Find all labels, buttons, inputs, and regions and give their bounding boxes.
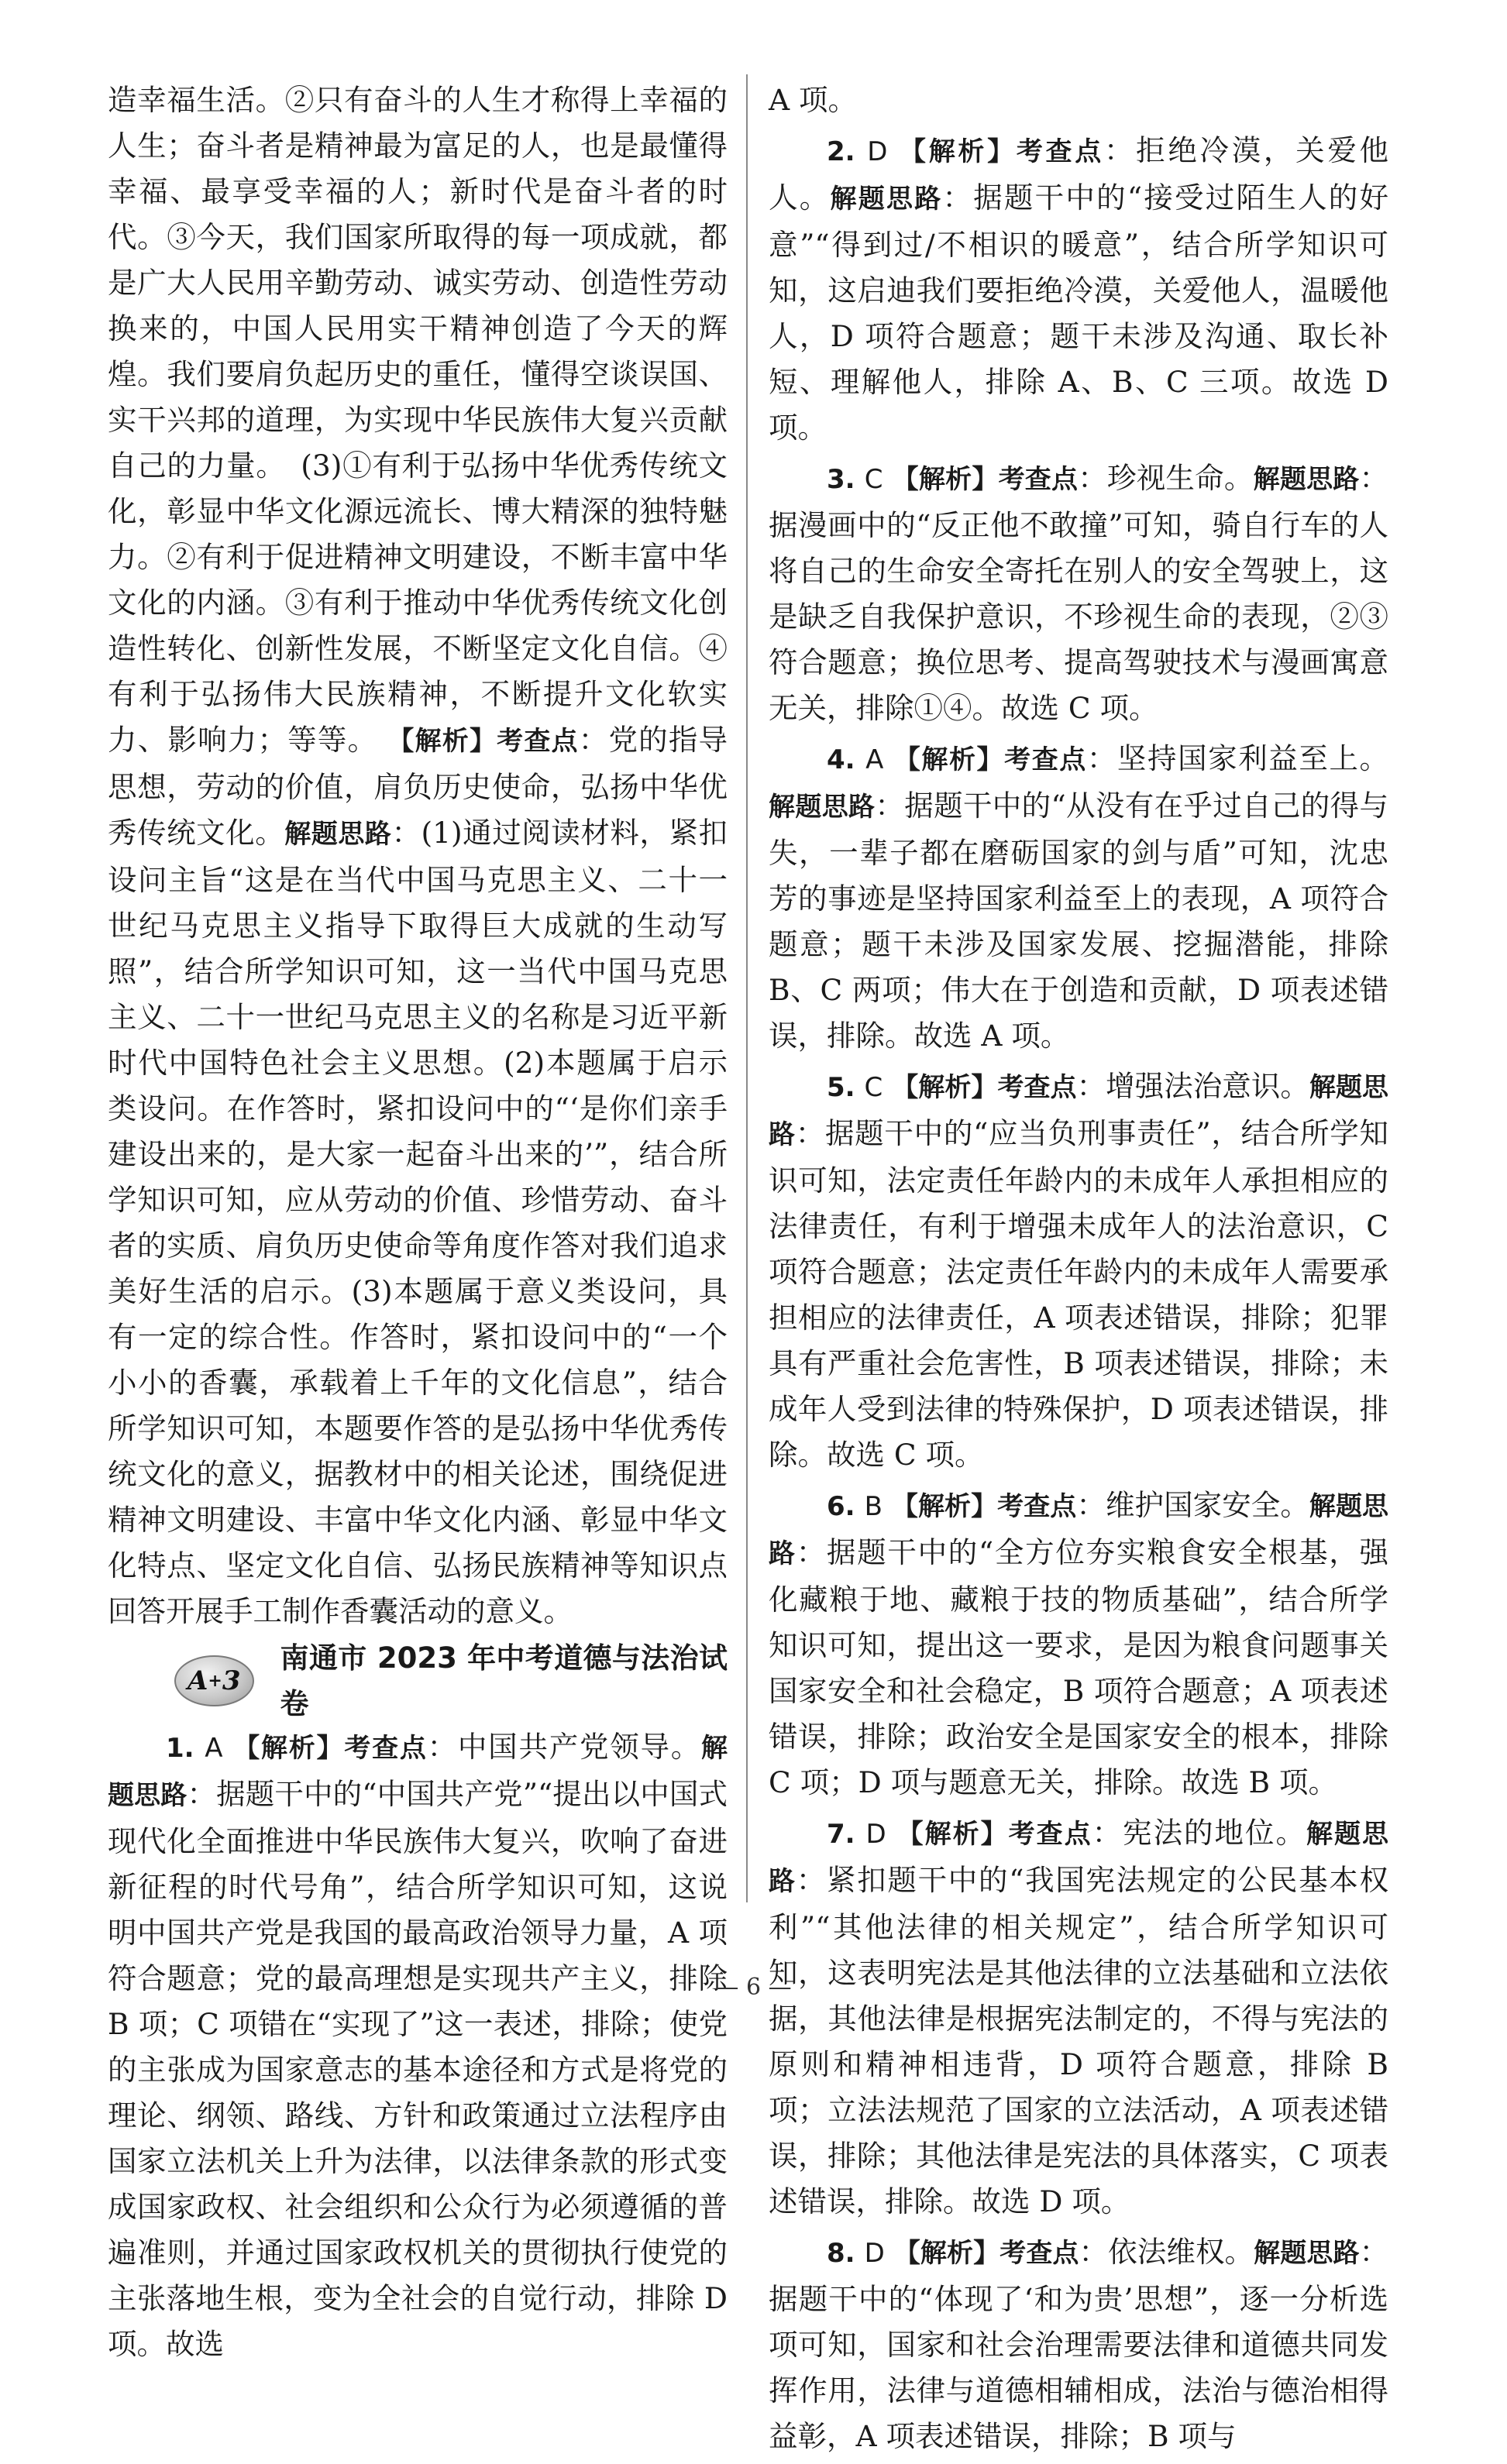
section-badge: A + 3 xyxy=(174,1655,254,1706)
question-explanation: 4. A 【解析】考查点：坚持国家利益至上。解题思路：据题干中的“从没有在乎过自己的得与失，一辈子都在磨砺国家的剑与盾”可知，沈忠芳的事迹是坚持国家利益至上的表现，A 项符合题意；题干未涉及国家发展、挖掘潜能，排除 B、C 两项；伟大在于创造和贡献，D 项表述错误，排除。故选 A 项。 xyxy=(769,741,1389,1053)
page-number: — 6 — xyxy=(715,1974,792,2001)
question-explanation: 3. C 【解析】考查点：珍视生命。解题思路：据漫画中的“反正他不敢撞”可知，骑自行车的人将自己的生命安全寄托在别人的安全驾驶上，这是缺乏自我保护意识，不珍视生命的表现，②③符合题意；换位思考、提高驾驶技术与漫画寓意无关，排除①④。故选 C 项。 xyxy=(769,461,1389,725)
question-explanation: 7. D 【解析】考查点：宪法的地位。解题思路：紧扣题干中的“我国宪法规定的公民基本权利”“其他法律的相关规定”，结合所学知识可知，这表明宪法是其他法律的立法基础和立法依据，其他法律是根据宪法制定的，不得与宪法的原则和精神相违背，D 项符合题意，排除 B 项；立法法规范了国家的立法活动，A 项表述错误，排除；其他法律是宪法的具体落实，C 项表述错误，排除。故选 D 项。 xyxy=(769,1816,1389,2218)
question-explanation: 2. D 【解析】考查点：拒绝冷漠，关爱他人。解题思路：据题干中的“接受过陌生人的好意”“得到过/不相识的暖意”，结合所学知识可知，这启迪我们要拒绝冷漠，关爱他人，温暖他人，D 项符合题意；题干未涉及沟通、取长补短、理解他人，排除 A、B、C 三项。故选 D 项。 xyxy=(769,133,1389,445)
left-column xyxy=(108,77,728,2372)
question-1-continued: A 项。 xyxy=(769,83,858,117)
explanation-list xyxy=(769,128,1388,2459)
question-explanation: 8. D 【解析】考查点：依法维权。解题思路：据题干中的“体现了‘和为贵’思想”，逐一分析选项可知，国家和社会治理需要法律和道德共同发挥作用，法律与道德相辅相成，法治与德治相得益彰，A 项表述错误，排除；B 项与 xyxy=(769,2235,1389,2453)
question-1-explanation: 1. A 【解析】考查点：中国共产党领导。解题思路：据题干中的“中国共产党”“提出以中国式现代化全面推进中华民族伟大复兴，吹响了奋进新征程的时代号角”，结合所学知识可知，这说明中国共产党是我国的最高政治领导力量，A 项符合题意；党的最高理想是实现共产主义，排除 B 项；C 项错在“实现了”这一表述，排除；使党的主张成为国家意志的基本途径和方式是将党的理论、纲领、路线、方针和政策通过立法程序由国家立法机关上升为法律，以法律条款的形式变成国家政权、社会组织和公众行为必须遵循的普遍准则，并通过国家政权机关的贯彻执行使党的主张落地生根，变为全社会的自觉行动，排除 D 项。故选 xyxy=(108,1730,728,2361)
question-explanation: 6. B 【解析】考查点：维护国家安全。解题思路：据题干中的“全方位夯实粮食安全根基，强化藏粮于地、藏粮于技的物质基础”，结合所学知识可知，提出这一要求，是因为粮食问题事关国家安全和社会稳定，B 项符合题意；A 项表述错误，排除；政治安全是国家安全的根本，排除 C 项；D 项与题意无关，排除。故选 B 项。 xyxy=(769,1488,1389,1799)
column-divider xyxy=(746,74,748,1902)
answer-paragraph-continued: 造幸福生活。②只有奋斗的人生才称得上幸福的人生；奋斗者是精神最为富足的人，也是最懂得幸福、最享受幸福的人；新时代是奋斗者的时代。③今天，我们国家所取得的每一项成就，都是广大人民用辛勤劳动、诚实劳动、创造性劳动换来的，中国人民用实干精神创造了今天的辉煌。我们要肩负起历史的重任，懂得空谈误国、实干兴邦的道理，为实现中华民族伟大复兴贡献自己的力量。 (3)①有利于弘扬中华优秀传统文化，彰显中华文化源远流长、博大精深的独特魅力。②有利于促进精神文明建设，不断丰富中华文化的内涵。③有利于推动中华优秀传统文化创造性转化、创新性发展，不断坚定文化自信。④有利于弘扬伟大民族精神，不断提升文化软实力、影响力；等等。 【解析】考查点：党的指导思想，劳动的价值，肩负历史使命，弘扬中华优秀传统文化。解题思路：(1)通过阅读材料，紧扣设问主旨“这是在当代中国马克思主义、二十一世纪马克思主义指导下取得巨大成就的生动写照”，结合所学知识可知，这一当代中国马克思主义、二十一世纪马克思主义的名称是习近平新时代中国特色社会主义思想。(2)本题属于启示类设问。在作答时，紧扣设问中的“‘是你们亲手建设出来的，是大家一起奋斗出来的’”，结合所学知识可知，应从劳动的价值、珍惜劳动、奋斗者的实质、肩负历史使命等角度作答对我们追求美好生活的启示。(3)本题属于意义类设问，具有一定的综合性。作答时，紧扣设问中的“一个小小的香囊，承载着上千年的文化信息”，结合所学知识可知，本题要作答的是弘扬中华优秀传统文化的意义，据教材中的相关论述，围绕促进精神文明建设、丰富中华文化内涵、彰显中华文化特点、坚定文化自信、弘扬民族精神等知识点回答开展手工制作香囊活动的意义。 xyxy=(108,83,728,1628)
right-column xyxy=(769,77,1388,2464)
question-explanation: 5. C 【解析】考查点：增强法治意识。解题思路：据题干中的“应当负刑事责任”，结合所学知识可知，法定责任年龄内的未成年人承担相应的法律责任，有利于增强未成年人的法治意识，C 项符合题意；法定责任年龄内的未成年人需要承担相应的法律责任，A 项表述错误，排除；犯罪具有严重社会危害性，B 项表述错误，排除；未成年人受到法律的特殊保护，D 项表述错误，排除。故选 C 项。 xyxy=(769,1069,1389,1472)
section-title: 南通市 2023 年中考道德与法治试卷 xyxy=(280,1641,728,1720)
section-heading xyxy=(108,1641,728,1720)
